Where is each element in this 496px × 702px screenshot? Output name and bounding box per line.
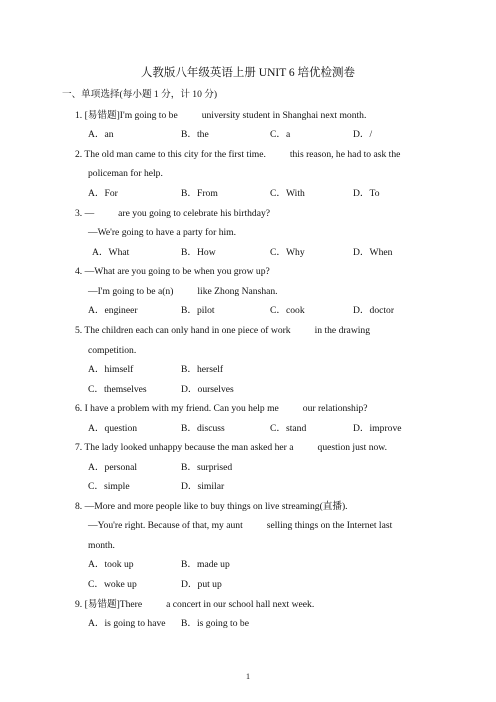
question-9-text: 9. [易错题]There a concert in our school hall next week. xyxy=(75,599,315,610)
q4-option-a: A．engineer xyxy=(88,305,138,316)
q9-option-a: A．is going to have xyxy=(88,618,166,629)
question-3-text: 3. — are you going to celebrate his birthday? xyxy=(75,208,271,219)
q4-option-c: C．cook xyxy=(270,305,305,316)
q2-option-b: B．From xyxy=(181,188,218,199)
document-title: 人教版八年级英语上册 UNIT 6 培优检测卷 xyxy=(140,67,356,79)
q9-option-b: B．is going to be xyxy=(181,618,249,629)
q6-option-a: A．question xyxy=(88,423,138,434)
q3-option-c: C．Why xyxy=(270,247,305,258)
question-7-text: 7. The lady looked unhappy because the man asked her a question just now. xyxy=(75,442,387,453)
q7-option-d: D．similar xyxy=(181,481,225,492)
page-number: 1 xyxy=(246,672,250,681)
question-5-text-cont: competition. xyxy=(88,345,137,356)
q8-option-a: A．took up xyxy=(88,559,134,570)
q8-option-b: B．made up xyxy=(181,559,230,570)
q3-option-b: B．How xyxy=(181,247,216,258)
question-2-text: 2. The old man came to this city for the first time. this reason, he had to ask the xyxy=(75,149,401,160)
q7-option-c: C．simple xyxy=(88,481,130,492)
q8-option-c: C．woke up xyxy=(88,579,137,590)
section-heading: 一、单项选择(每小题 1 分，计 10 分) xyxy=(62,89,218,100)
q1-option-c: C．a xyxy=(270,129,291,140)
q5-option-a: A．himself xyxy=(88,364,134,375)
q5-option-d: D．ourselves xyxy=(181,384,234,395)
question-3-reply: —We're going to have a party for him. xyxy=(88,227,237,238)
q6-option-b: B．discuss xyxy=(181,423,225,434)
q6-option-c: C．stand xyxy=(270,423,307,434)
q5-option-c: C．themselves xyxy=(88,384,147,395)
q2-option-c: C．With xyxy=(270,188,305,199)
q3-option-d: D．When xyxy=(353,247,393,258)
q1-option-d: D．/ xyxy=(353,129,373,140)
q5-option-b: B．herself xyxy=(181,364,224,375)
q7-option-b: B．surprised xyxy=(181,462,233,473)
question-5-text: 5. The children each can only hand in one piece of work in the drawing xyxy=(75,325,371,336)
q1-option-b: B．the xyxy=(181,129,209,140)
question-8-text: 8. —More and more people like to buy things on live streaming(直播). xyxy=(75,501,348,512)
q8-option-d: D．put up xyxy=(181,579,222,590)
q4-option-b: B．pilot xyxy=(181,305,215,316)
q2-option-a: A．For xyxy=(88,188,118,199)
question-6-text: 6. I have a problem with my friend. Can you help me our relationship? xyxy=(75,403,368,414)
q4-option-d: D．doctor xyxy=(353,305,395,316)
q7-option-a: A．personal xyxy=(88,462,138,473)
q1-option-a: A．an xyxy=(88,129,114,140)
question-2-text-cont: policeman for help. xyxy=(88,168,163,179)
question-4-text: 4. —What are you going to be when you grow up? xyxy=(75,266,270,277)
q2-option-d: D．To xyxy=(353,188,380,199)
question-1-text: 1. [易错题]I'm going to be university student in Shanghai next month. xyxy=(75,110,367,121)
question-8-reply-cont: month. xyxy=(88,540,115,551)
q6-option-d: D．improve xyxy=(353,423,402,434)
question-8-reply: —You're right. Because of that, my aunt selling things on the Internet last xyxy=(88,520,393,531)
q3-option-a: A．What xyxy=(92,247,130,258)
question-4-reply: —I'm going to be a(n) like Zhong Nanshan. xyxy=(88,286,278,297)
